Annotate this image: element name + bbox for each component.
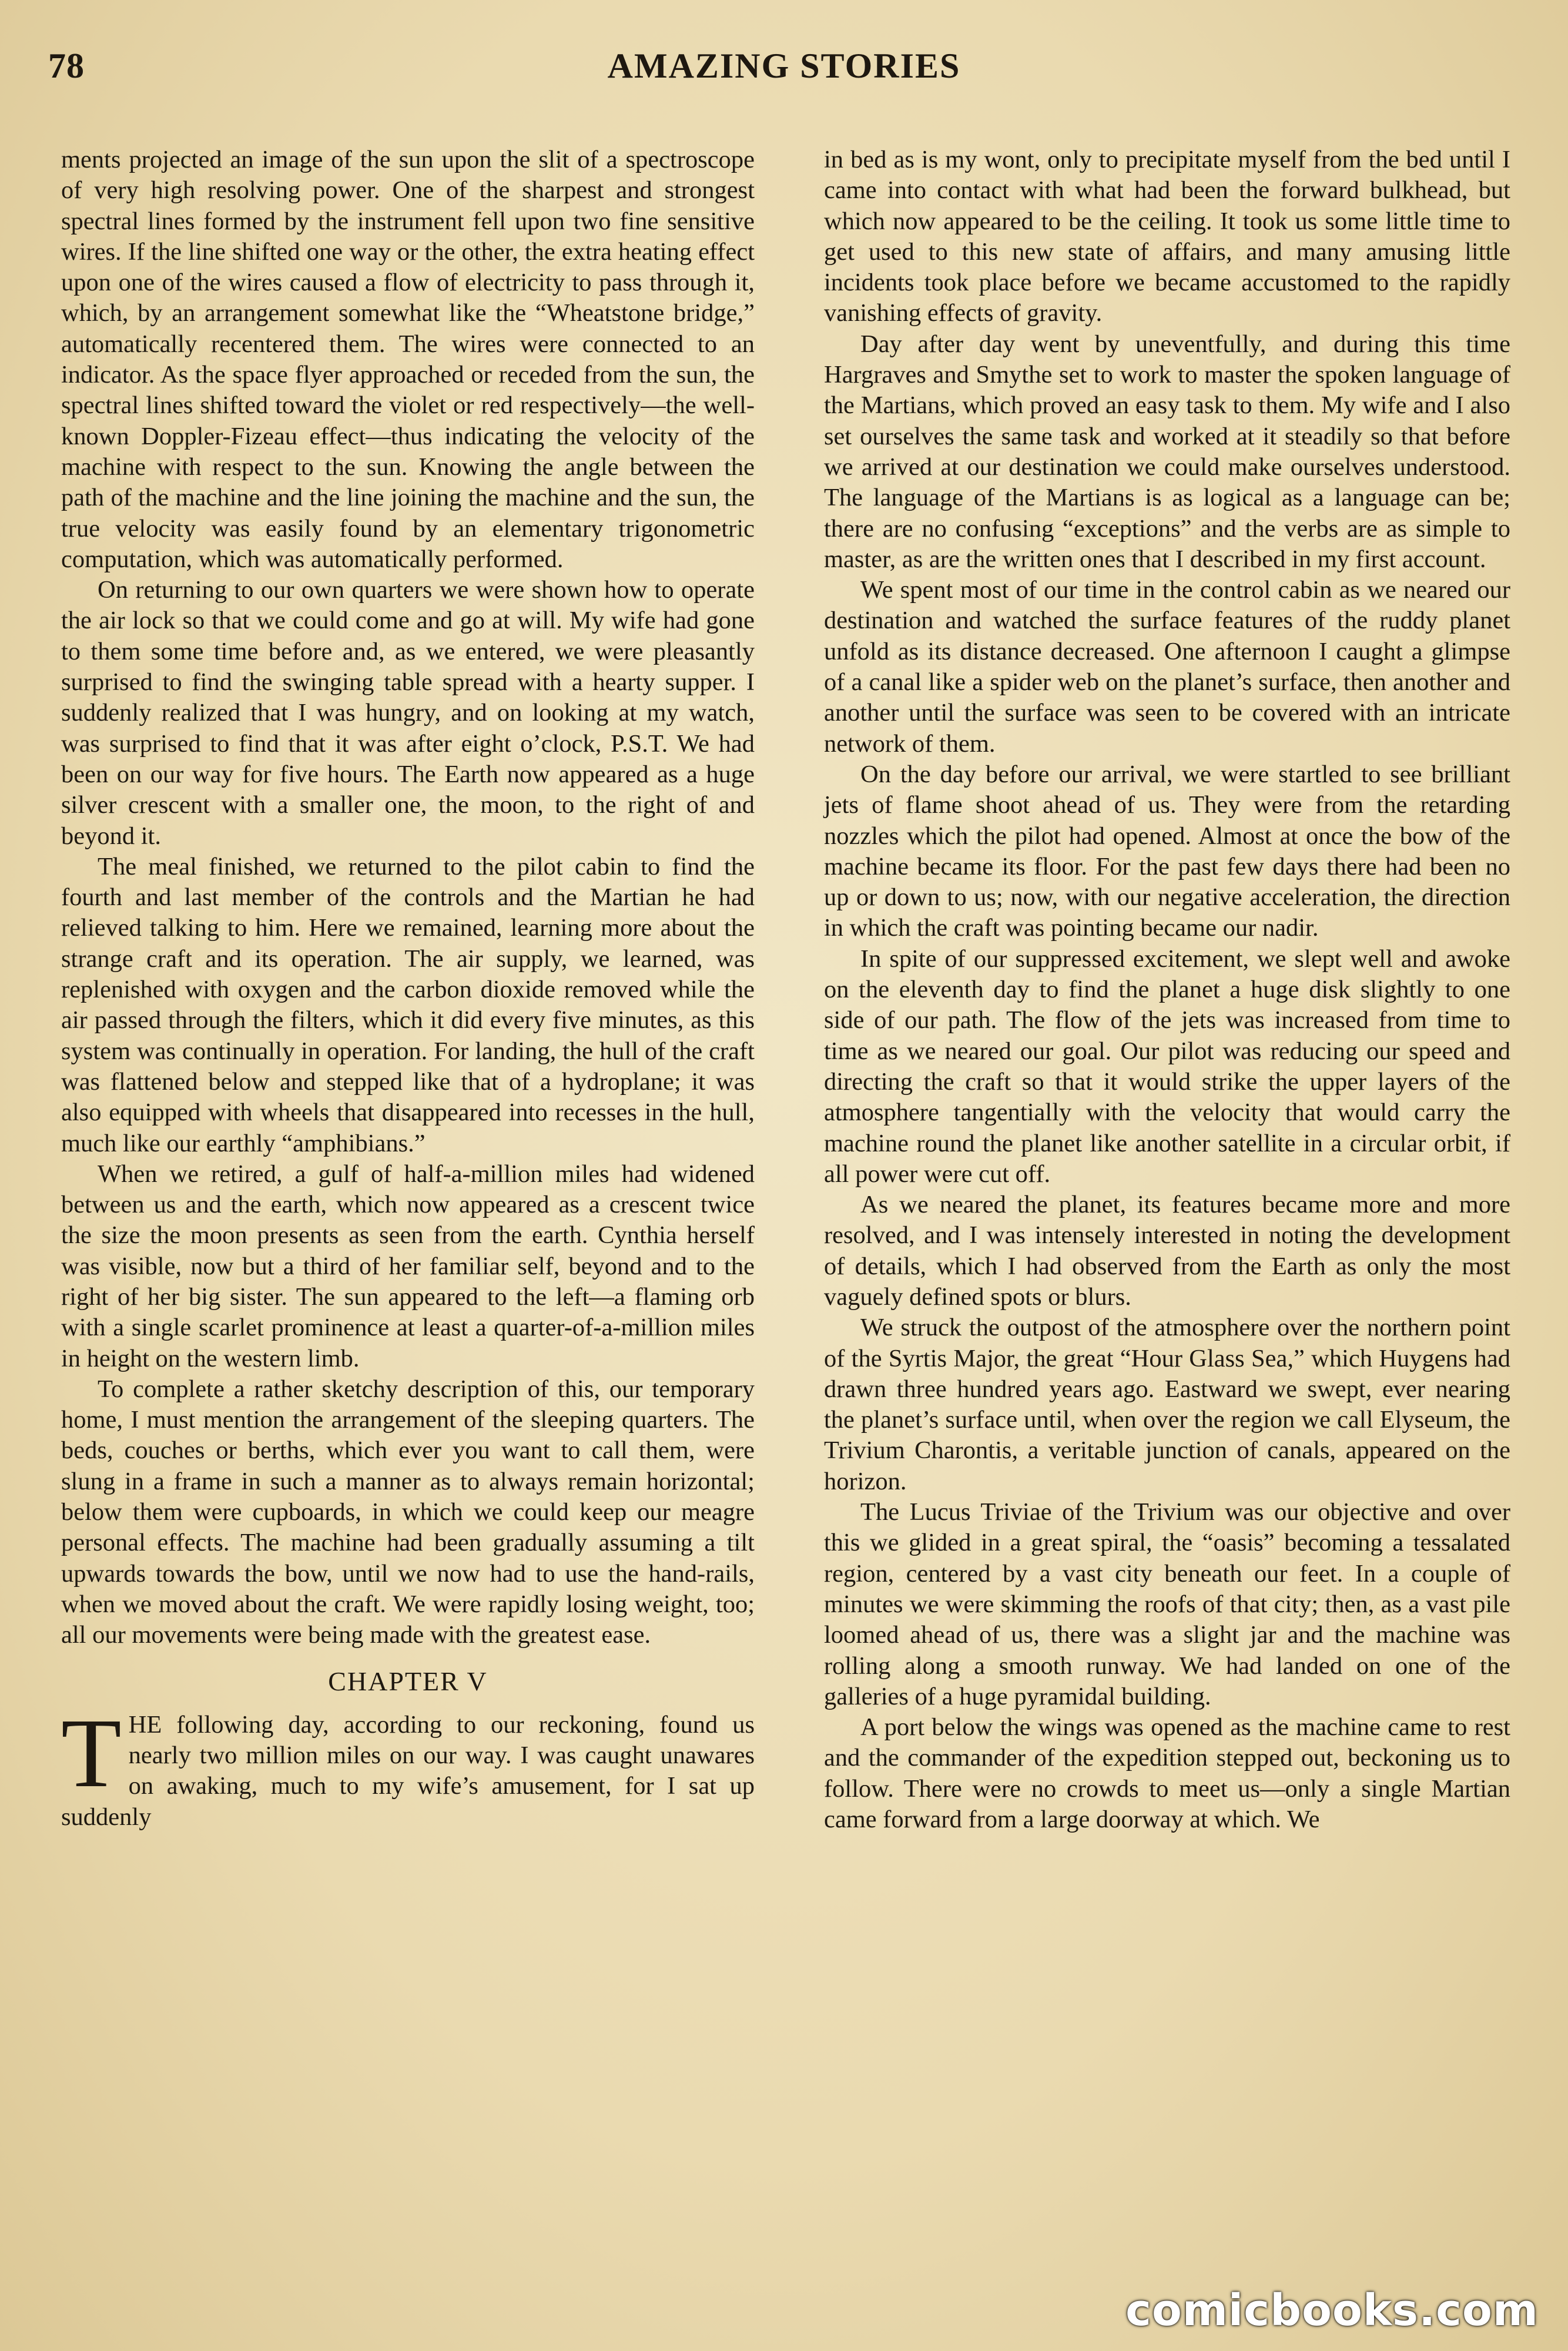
body-paragraph: On returning to our own quarters we were shown how to operate the air lock so that we could come and go at will. My wife had gone to them some time before and, as we entered, we were pleasantly surprised to find the swinging table spread with a hearty supper. I suddenly realized that I was hungry, and on looking at my watch, was surprised to find that it was after eight o’clock, P.S.T. We had been on our way for five hours. The Earth now appeared as a huge silver crescent with a smaller one, the moon, to the right of and beyond it. xyxy=(61,576,755,850)
body-paragraph: As we neared the planet, its features became more and more resolved, and I was intensely interested in noting the development of details, which I had observed from the Earth as only the most vaguely defined spots or blurs. xyxy=(824,1191,1510,1311)
body-paragraph: We spent most of our time in the control cabin as we neared our destination and watched the surface features of the ruddy planet unfold as its distance decreased. One afternoon I caught a glimpse of a canal like a spider web on the planet’s surface, then another and another until the surface was seen to be covered with an intricate network of them. xyxy=(824,576,1510,758)
running-title: AMAZING STORIES xyxy=(607,46,961,85)
body-paragraph: When we retired, a gulf of half-a-million miles had widened between us and the earth, which now appeared as a crescent twice the size the moon presents as seen from the earth. Cynthia herself was visible, now but a third of her familiar self, beyond and to the right of her big sister. The sun appeared to the left—a flaming orb with a single scarlet prominence at least a quarter-of-a-million miles in height on the western limb. xyxy=(61,1160,755,1372)
body-paragraph: Day after day went by uneventfully, and during this time Hargraves and Smythe set to work to master the spoken language of the Martians, which proved an easy task to them. My wife and I also set ourselves the same task and worked at it steadily so that before we arrived at our destination we could make ourselves understood. The language of the Martians is as logical as a language can be; there are no confusing “exceptions” and the verbs are as simple to master, as are the written ones that I described in my first account. xyxy=(824,330,1510,573)
chapter-opening-paragraph xyxy=(61,1698,755,1833)
body-paragraph: In spite of our suppressed excitement, we slept well and awoke on the eleventh day to find the planet a huge disk slightly to one side of our path. The flow of the jets was increased from time to time as we neared our goal. Our pilot was reducing our speed and directing the craft so that it would strike the upper layers of the atmosphere tangentially with the velocity that would carry the machine round the planet like another satellite in a circular orbit, if all power were cut off. xyxy=(824,945,1510,1188)
body-paragraph: The Lucus Triviae of the Trivium was our objective and over this we glided in a great spiral, the “oasis” becoming a tessalated region, centered by a vast city beneath our feet. In a couple of minutes we were skimming the roofs of that city; then, as a vast pile loomed ahead of us, there was a slight jar and the machine was rolling along a smooth runway. We had landed on one of the galleries of a huge pyramidal building. xyxy=(824,1498,1510,1710)
chapter-heading: CHAPTER V xyxy=(328,1666,488,1696)
left-column xyxy=(61,145,755,1833)
watermark-logo: comicbooks.com xyxy=(1125,2285,1539,2336)
body-paragraph: To complete a rather sketchy description of this, our temporary home, I must mention the arrangement of the sleeping quarters. The beds, couches or berths, which ever you want to call them, were slung in a frame in such a manner as to always remain horizontal; below them were cupboards, in which we could keep our meagre personal effects. The machine had been gradually assuming a tilt upwards towards the bow, until we now had to use the hand-rails, when we moved about the craft. We were rapidly losing weight, too; all our movements were being made with the greatest ease. xyxy=(61,1375,755,1649)
body-paragraph: On the day before our arrival, we were startled to see brilliant jets of flame shoot ahead of us. They were from the retarding nozzles which the pilot had opened. Almost at once the bow of the machine became its floor. For the past few days there had been no up or down to us; now, with our negative acceleration, the direction in which the craft was pointing became our nadir. xyxy=(824,760,1510,942)
body-paragraph: A port below the wings was opened as the machine came to rest and the commander of the expedition stepped out, beckoning us to follow. There were no crowds to meet us—only a single Martian came forward from a large doorway at which. We xyxy=(824,1713,1510,1834)
body-paragraph: ments projected an image of the sun upon the slit of a spectroscope of very high resolving power. One of the sharpest and strongest spectral lines formed by the instrument fell upon two fine sensitive wires. If the line shifted one way or the other, the extra heating effect upon one of the wires caused a flow of electricity to pass through it, which, by an arrangement somewhat like the “Wheatstone bridge,” automatically recentered them. The wires were connected to an indicator. As the space flyer approached or receded from the sun, the spectral lines shifted toward the violet or red respectively—the well-known Doppler-Fizeau effect—thus indicating the velocity of the machine with respect to the sun. Knowing the angle between the path of the machine and the line joining the machine and the sun, the true velocity was easily found by an elementary trigonometric computation, which was automatically performed. xyxy=(61,146,755,573)
body-paragraph: The meal finished, we returned to the pilot cabin to find the fourth and last member of the controls and the Martian he had relieved talking to him. Here we remained, learning more about the strange craft and its operation. The air supply, we learned, was replenished with oxygen and the carbon dioxide removed while the air passed through the filters, which it did every five minutes, as this system was continually in operation. For landing, the hull of the craft was flattened below and stepped like that of a hydroplane; it was also equipped with wheels that disappeared into recesses in the hull, much like our earthly “amphibians.” xyxy=(61,852,755,1157)
body-paragraph: We struck the outpost of the atmosphere over the northern point of the Syrtis Major, the great “Hour Glass Sea,” which Huygens had drawn three hundred years ago. Eastward we swept, ever nearing the planet’s surface until, when over the region we call Elyseum, the Trivium Charontis, a veritable junction of canals, appeared on the horizon. xyxy=(824,1314,1510,1495)
drop-cap-letter: T xyxy=(61,1698,122,1808)
chapter-opening-text: HE following day, according to our reckoning, found us nearly two million miles on our way. I was caught unawares on awaking, much to my wife’s amusement, for I sat up suddenly xyxy=(61,1710,755,1831)
page-number: 78 xyxy=(48,46,85,85)
right-column xyxy=(824,145,1510,1835)
body-paragraph: in bed as is my wont, only to precipitate myself from the bed until I came into contact with what had been the forward bulkhead, but which now appeared to be the ceiling. It took us some little time to get used to this new state of affairs, and many amusing little incidents took place before we became accustomed to the rapidly vanishing effects of gravity. xyxy=(824,146,1510,327)
